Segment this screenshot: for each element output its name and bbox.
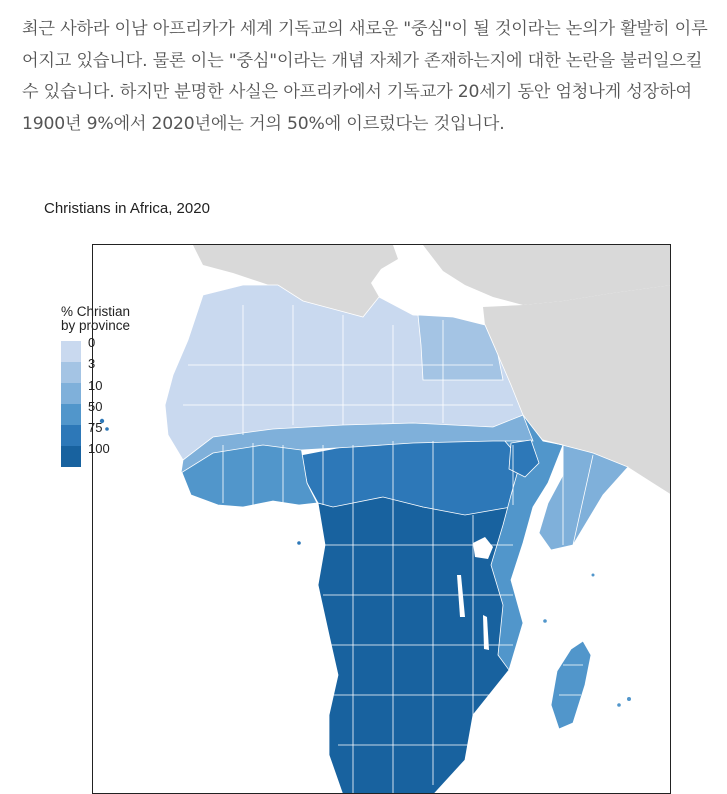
seychelles-island	[592, 574, 595, 577]
madagascar-island	[551, 641, 591, 729]
intro-paragraph: 최근 사하라 이남 아프리카가 세계 기독교의 새로운 "중심"이 될 것이라는 논의가 활발히 이루어지고 있습니다. 물론 이는 "중심"이라는 개념 자체가 존재하는지에 대한 논란을 불러일으킬 수 있습니다. 하지만 분명한 사실은 아프리카에서 기독교가 20세기 동안 엄청나게 성장하여 1900년 9%에서 2020년에는 거의 50%에 이르렀다는 것입니다.	[22, 19, 708, 134]
legend-title-line1: % Christian	[61, 304, 131, 319]
mauritius-island	[627, 697, 631, 701]
legend-swatch-10	[61, 383, 81, 404]
central-africa-region	[301, 439, 533, 515]
map-legend	[61, 305, 151, 461]
legend-swatch-3	[61, 362, 81, 383]
sao-tome-island	[297, 541, 301, 545]
legend-items	[61, 335, 151, 461]
legend-swatch-0	[61, 341, 81, 362]
map-title: Christians in Africa, 2020	[44, 200, 210, 217]
comoros-island	[543, 619, 547, 623]
legend-title-line2: by province	[61, 318, 131, 333]
legend-swatch-75	[61, 425, 81, 446]
legend-label-0: 0	[88, 335, 96, 350]
legend-label-100: 100	[88, 441, 110, 456]
southern-africa-region	[318, 495, 523, 794]
africa-map	[92, 244, 671, 794]
legend-swatch-50	[61, 404, 81, 425]
legend-label-3: 3	[88, 356, 96, 371]
legend-label-50: 50	[88, 399, 103, 414]
map-svg	[93, 245, 671, 794]
legend-label-10: 10	[88, 378, 103, 393]
legend-label-75: 75	[88, 420, 103, 435]
legend-swatch-100	[61, 446, 81, 467]
reunion-island	[617, 703, 621, 707]
